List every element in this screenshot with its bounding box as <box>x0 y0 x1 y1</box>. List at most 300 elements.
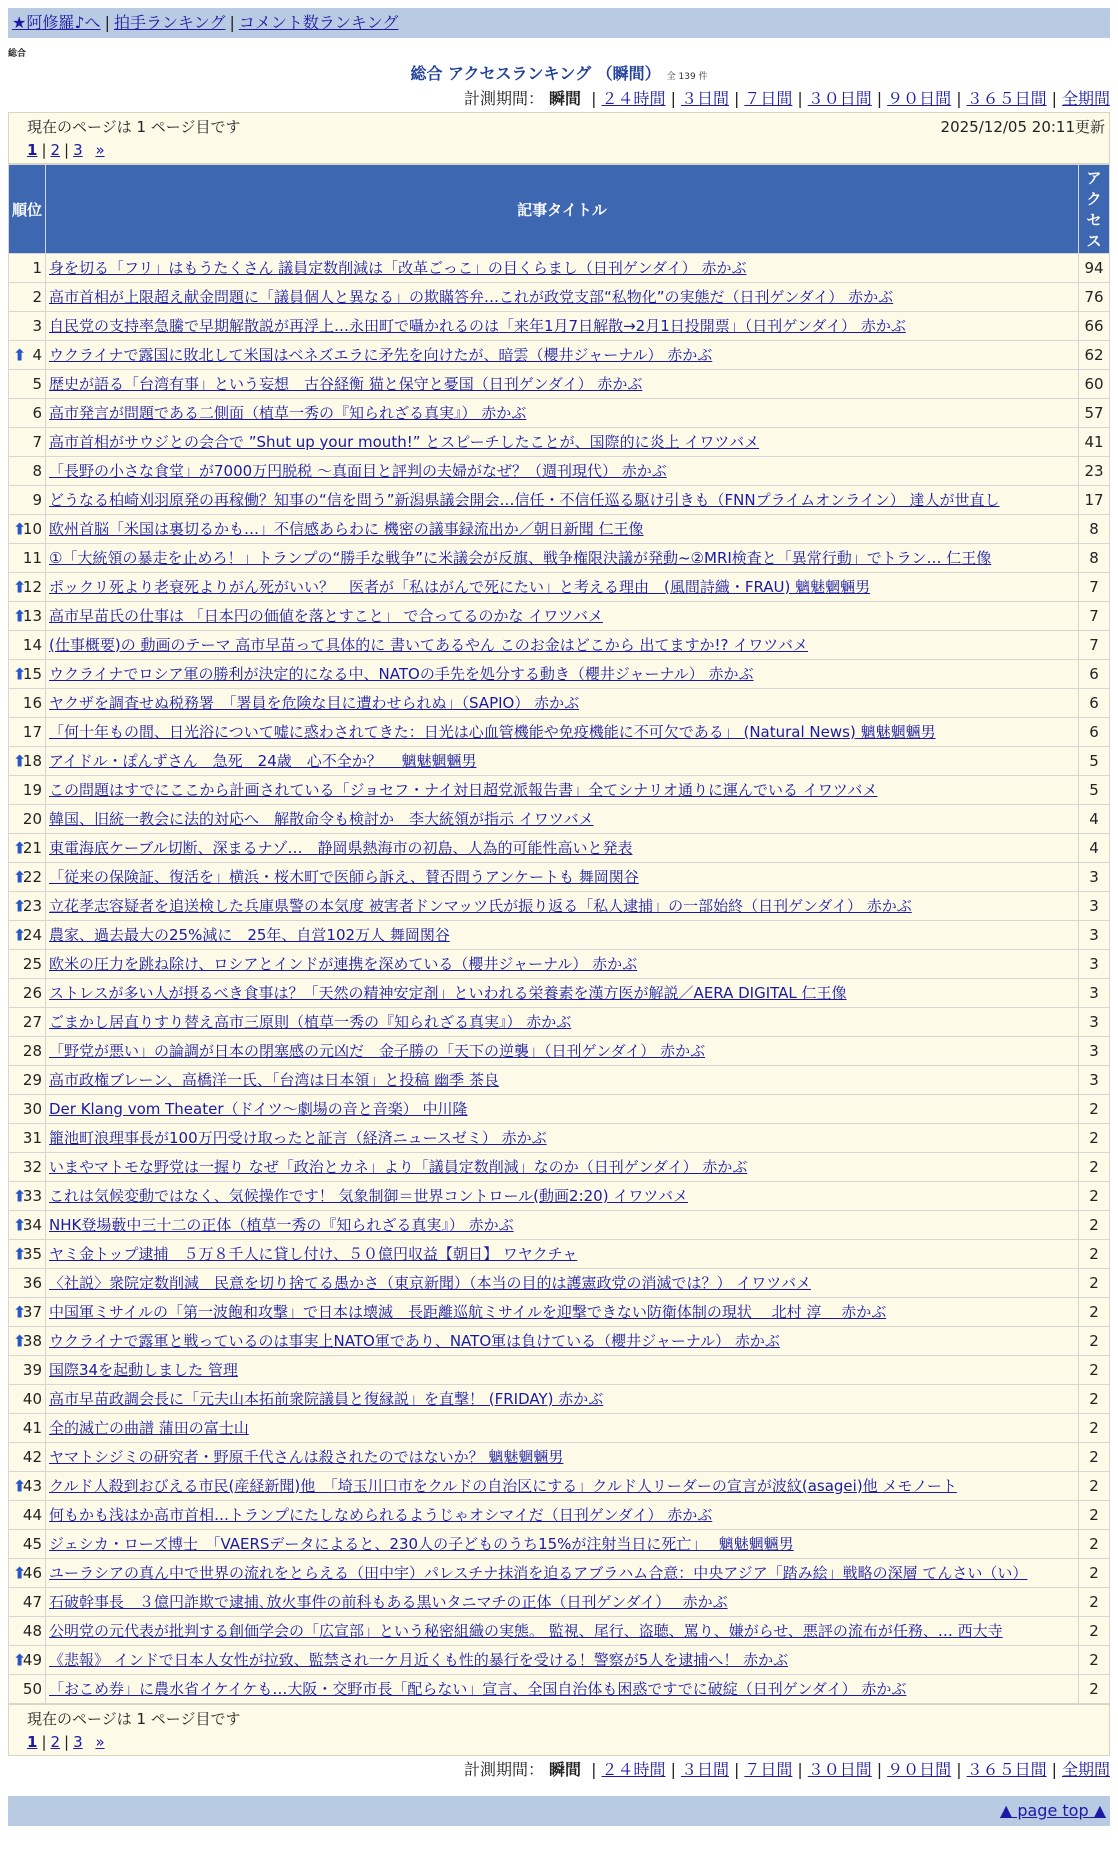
page-link-2[interactable]: 2 <box>50 141 61 159</box>
access-count: 41 <box>1079 428 1109 456</box>
access-count: 7 <box>1079 573 1109 601</box>
rank-number: 43 <box>22 1476 42 1495</box>
rank-cell <box>9 283 45 311</box>
rank-cell <box>9 979 45 1007</box>
title-cell <box>46 834 1078 862</box>
rank-number: 16 <box>22 693 42 712</box>
rank-cell <box>9 1066 45 1094</box>
rank-number: 41 <box>22 1418 42 1437</box>
ranking-title: 総合 アクセスランキング （瞬間） <box>410 64 661 83</box>
article-title-link[interactable]: この問題はすでにここから計画されている「ジョセフ・ナイ対日超党派報告書」全てシナリオ通りに運んでいる イワツバメ <box>49 780 878 799</box>
next-page-link[interactable]: » <box>95 141 105 159</box>
rank-cell <box>9 921 45 949</box>
next-page-link[interactable]: » <box>95 1733 105 1751</box>
period-option[interactable]: ３６５日間 <box>966 89 1047 108</box>
article-title-link[interactable]: 東電海底ケーブル切断、深まるナゾ… 静岡県熱海市の初島、人為的可能性高いと発表 <box>49 838 633 857</box>
period-option[interactable]: 全期間 <box>1061 89 1110 108</box>
title-cell <box>46 341 1078 369</box>
current-page-text: 現在のページは 1 ページ目です <box>27 1710 241 1728</box>
current-page-text: 現在のページは 1 ページ目です <box>27 118 241 136</box>
title-cell <box>46 979 1078 1007</box>
rank-cell <box>9 486 45 514</box>
article-title-link[interactable]: 韓国、旧統一教会に法的対応へ 解散命令も検討か 李大統領が指示 イワツバメ <box>49 809 594 828</box>
period-label: 計測期間： <box>463 1760 544 1779</box>
rank-number: 9 <box>32 490 42 509</box>
article-title-link[interactable]: これは気候変動ではなく、気候操作です！ 気象制御＝世界コントロール(動画2:20) イワツバメ <box>49 1186 689 1205</box>
period-option[interactable]: ２４時間 <box>601 89 666 108</box>
article-title-link[interactable]: 何もかも浅はか高市首相…トランプにたしなめられるようじゃオシマイだ（日刊ゲンダイ） 赤かぶ <box>49 1505 713 1524</box>
rank-number: 37 <box>22 1302 42 1321</box>
article-title-link[interactable]: 農家、過去最大の25%減に 25年、自営102万人 舞岡関谷 <box>49 925 450 944</box>
rank-number: 2 <box>32 287 42 306</box>
rank-number: 34 <box>22 1215 42 1234</box>
table-row <box>9 1356 1109 1384</box>
article-title-link[interactable]: 〈社説〉衆院定数削減 民意を切り捨てる愚かさ（東京新聞）（本当の目的は護憲政党の消滅では？） イワツバメ <box>49 1273 811 1292</box>
rank-number: 50 <box>22 1679 42 1698</box>
rank-cell <box>9 1124 45 1152</box>
rank-cell <box>9 718 45 746</box>
title-header: 記事タイトル <box>46 165 1078 253</box>
table-row <box>9 1675 1109 1703</box>
article-title-link[interactable]: 《悲報》 インドで日本人女性が拉致、監禁され一ケ月近くも性的暴行を受ける！警察が5人を逮捕へ！ 赤かぶ <box>49 1650 789 1669</box>
rank-number: 3 <box>32 316 42 335</box>
period-separator: | <box>591 1760 597 1779</box>
up-arrow-icon: ⬆ <box>13 751 27 771</box>
rank-number: 12 <box>22 577 42 596</box>
access-count: 60 <box>1079 370 1109 398</box>
title-cell <box>46 950 1078 978</box>
title-cell <box>46 1501 1078 1529</box>
period-separator: | <box>956 1760 962 1779</box>
title-cell <box>46 1124 1078 1152</box>
period-separator: | <box>797 89 803 108</box>
rank-number: 33 <box>22 1186 42 1205</box>
article-title-link[interactable]: ジェシカ・ローズ博士 「VAERSデータによると、230人の子どものうち15%が注射当日に死亡」 魑魅魍魎男 <box>49 1534 794 1553</box>
access-count: 2 <box>1079 1588 1109 1616</box>
title-cell <box>46 1298 1078 1326</box>
title-cell <box>46 602 1078 630</box>
access-count: 17 <box>1079 486 1109 514</box>
title-cell <box>46 370 1078 398</box>
table-row <box>9 921 1109 949</box>
access-count: 2 <box>1079 1501 1109 1529</box>
table-row <box>9 1646 1109 1674</box>
access-count: 5 <box>1079 776 1109 804</box>
access-count: 3 <box>1079 950 1109 978</box>
article-title-link[interactable]: 「従来の保険証、復活を」横浜・桜木町で医師ら訴え、賛否問うアンケートも 舞岡関谷 <box>49 867 639 886</box>
clap-ranking-link[interactable]: 拍手ランキング <box>113 13 226 32</box>
access-count: 94 <box>1079 254 1109 282</box>
rank-cell <box>9 660 45 688</box>
period-current: 瞬間 <box>549 1760 582 1779</box>
table-row <box>9 1414 1109 1442</box>
title-cell <box>46 689 1078 717</box>
rank-cell <box>9 863 45 891</box>
rank-number: 23 <box>22 896 42 915</box>
article-title-link[interactable]: (仕事概要)の 動画のテーマ 高市早苗って具体的に 書いてあるやん このお金はどこから 出てますか!? イワツバメ <box>49 635 808 654</box>
title-cell <box>46 399 1078 427</box>
period-option[interactable]: 全期間 <box>1061 1760 1110 1779</box>
up-arrow-icon: ⬆ <box>13 1476 27 1496</box>
table-row <box>9 892 1109 920</box>
rank-number: 26 <box>22 983 42 1002</box>
article-title-link[interactable]: 「長野の小さな食堂」が7000万円脱税 ～真面目と評判の夫婦がなぜ？（週刊現代） 赤かぶ <box>49 461 667 480</box>
access-count: 57 <box>1079 399 1109 427</box>
article-title-link[interactable]: ウクライナで露国に敗北して米国はベネズエラに矛先を向けたが、暗雲（櫻井ジャーナル） 赤かぶ <box>49 345 713 364</box>
article-title-link[interactable]: 歴史が語る「台湾有事」という妄想 古谷経衡 猫と保守と憂国（日刊ゲンダイ） 赤かぶ <box>49 374 643 393</box>
article-title-link[interactable]: クルド人殺到おびえる市民(産経新聞)他 「埼玉川口市をクルドの自治区にする」クルド人リーダーの宣言が波紋(asagei)他 メモノート <box>49 1476 957 1495</box>
title-cell <box>46 776 1078 804</box>
table-row <box>9 341 1109 369</box>
table-row <box>9 1182 1109 1210</box>
table-row <box>9 428 1109 456</box>
rank-number: 27 <box>22 1012 42 1031</box>
period-selector-top <box>8 86 1110 112</box>
access-count: 2 <box>1079 1269 1109 1297</box>
rank-number: 32 <box>22 1157 42 1176</box>
article-title-link[interactable]: ヤミ金トップ逮捕 ５万８千人に貸し付け、５０億円収益【朝日】 ワヤクチャ <box>49 1244 578 1263</box>
rank-cell <box>9 950 45 978</box>
up-arrow-icon: ⬆ <box>13 1186 27 1206</box>
article-title-link[interactable]: 中国軍ミサイルの「第一波飽和攻撃」で日本は壊滅 長距離巡航ミサイルを迎撃できない防衛体制の現状 北村 淳 赤かぶ <box>49 1302 887 1321</box>
access-count: 2 <box>1079 1414 1109 1442</box>
access-count: 8 <box>1079 544 1109 572</box>
page-top-link[interactable]: ▲ page top ▲ <box>999 1801 1106 1820</box>
rank-cell <box>9 544 45 572</box>
ranking-table <box>8 164 1110 1704</box>
article-title-link[interactable]: どうなる柏崎刈羽原発の再稼働？知事の“信を問う”新潟県議会開会…信任・不信任巡る駆け引きも（FNNプライムオンライン） 達人が世直し <box>49 490 1000 509</box>
table-row <box>9 254 1109 282</box>
table-row <box>9 1588 1109 1616</box>
title-cell <box>46 863 1078 891</box>
access-count: 3 <box>1079 1037 1109 1065</box>
article-title-link[interactable]: NHK登場藪中三十二の正体（植草一秀の『知られざる真実』） 赤かぶ <box>49 1215 514 1234</box>
table-row <box>9 776 1109 804</box>
up-arrow-icon: ⬆ <box>13 519 27 539</box>
page-link-3[interactable]: 3 <box>73 141 83 159</box>
access-count: 3 <box>1079 863 1109 891</box>
article-title-link[interactable]: 高市早苗氏の仕事は 「日本円の価値を落とすこと」 で合ってるのかな イワツバメ <box>49 606 604 625</box>
table-row <box>9 718 1109 746</box>
up-arrow-icon: ⬆ <box>13 896 27 916</box>
rank-cell <box>9 370 45 398</box>
period-option[interactable]: ３日間 <box>680 1760 729 1779</box>
article-title-link[interactable]: 籠池町浪理事長が100万円受け取ったと証言（経済ニュースゼミ） 赤かぶ <box>49 1128 547 1147</box>
title-cell <box>46 1182 1078 1210</box>
access-count: 2 <box>1079 1385 1109 1413</box>
article-title-link[interactable]: ウクライナでロシア軍の勝利が決定的になる中、NATOの手先を処分する動き（櫻井ジャーナル） 赤かぶ <box>49 664 754 683</box>
article-title-link[interactable]: Der Klang vom Theater（ドイツ～劇場の音と音楽） 中川隆 <box>49 1099 468 1118</box>
period-separator: | <box>733 1760 740 1779</box>
table-row <box>9 573 1109 601</box>
page-link-1[interactable]: 1 <box>27 1733 38 1751</box>
rank-number: 5 <box>32 374 42 393</box>
period-option[interactable]: ７日間 <box>744 1760 793 1779</box>
updated-timestamp: 2025/12/05 20:11更新 <box>940 118 1105 136</box>
table-row <box>9 1153 1109 1181</box>
article-title-link[interactable]: 高市早苗政調会長に「元夫山本拓前衆院議員と復縁説」を直撃！ (FRIDAY) 赤かぶ <box>49 1389 604 1408</box>
rank-number: 22 <box>22 867 42 886</box>
rank-cell <box>9 747 45 775</box>
rank-cell <box>9 1472 45 1500</box>
article-title-link[interactable]: 高市発言が問題である二側面（植草一秀の『知られざる真実』） 赤かぶ <box>49 403 527 422</box>
article-title-link[interactable]: ポックリ死より老衰死よりがん死がいい？ 医者が「私はがんで死にたい」と考える理由 (風間詩織・FRAU) 魑魅魍魎男 <box>49 577 871 596</box>
article-title-link[interactable]: ごまかし居直りすり替え高市三原則（植草一秀の『知られざる真実』） 赤かぶ <box>49 1012 572 1031</box>
article-title-link[interactable]: 立花孝志容疑者を追送検した兵庫県警の本気度 被害者ドンマッツ氏が振り返る「私人逮捕」の一部始終（日刊ゲンダイ） 赤かぶ <box>49 896 912 915</box>
period-option[interactable]: ３０日間 <box>807 89 872 108</box>
table-row <box>9 1008 1109 1036</box>
table-row <box>9 1472 1109 1500</box>
rank-number: 21 <box>22 838 42 857</box>
access-count: 2 <box>1079 1124 1109 1152</box>
rank-cell <box>9 1559 45 1587</box>
up-arrow-icon: ⬆ <box>13 925 27 945</box>
period-option[interactable]: ９０日間 <box>887 1760 952 1779</box>
period-option[interactable]: ３０日間 <box>807 1760 872 1779</box>
rank-cell <box>9 892 45 920</box>
table-row <box>9 689 1109 717</box>
article-title-link[interactable]: 高市政権ブレーン、高橋洋一氏、「台湾は日本領」と投稿 幽季 茶良 <box>49 1070 499 1089</box>
period-option[interactable]: ２４時間 <box>601 1760 666 1779</box>
article-title-link[interactable]: 公明党の元代表が批判する創価学会の「広宣部」という秘密組織の実態。 監視、尾行、盗聴、罵り、嫌がらせ、悪評の流布が任務、… 西大寺 <box>49 1621 1003 1640</box>
rank-number: 1 <box>32 258 42 277</box>
period-separator: | <box>733 89 740 108</box>
title-cell <box>46 631 1078 659</box>
rank-number: 39 <box>22 1360 42 1379</box>
up-arrow-icon: ⬆ <box>13 1302 27 1322</box>
table-row <box>9 1269 1109 1297</box>
title-cell <box>46 1472 1078 1500</box>
up-arrow-icon: ⬆ <box>13 1331 27 1351</box>
access-count: 2 <box>1079 1356 1109 1384</box>
up-arrow-icon: ⬆ <box>13 664 27 684</box>
period-option[interactable]: ９０日間 <box>887 89 952 108</box>
home-link[interactable]: ★阿修羅♪へ <box>12 13 101 32</box>
article-title-link[interactable]: 石破幹事長 ３億円詐欺で逮捕､放火事件の前科もある黒いタニマチの正体（日刊ゲンダイ） 赤かぶ <box>49 1592 728 1611</box>
rank-number: 30 <box>22 1099 42 1118</box>
rank-cell <box>9 1443 45 1471</box>
article-title-link[interactable]: 国際34を起動しました 管理 <box>49 1360 238 1379</box>
rank-cell <box>9 1327 45 1355</box>
title-cell <box>46 1066 1078 1094</box>
access-count: 62 <box>1079 341 1109 369</box>
title-cell <box>46 1675 1078 1703</box>
rank-number: 29 <box>22 1070 42 1089</box>
access-count: 2 <box>1079 1472 1109 1500</box>
access-count: 2 <box>1079 1617 1109 1645</box>
article-title-link[interactable]: 欧米の圧力を跳ね除け、ロシアとインドが連携を深めている（櫻井ジャーナル） 赤かぶ <box>49 954 638 973</box>
period-separator: | <box>876 1760 883 1779</box>
page-link-2[interactable]: 2 <box>50 1733 61 1751</box>
access-count: 3 <box>1079 1008 1109 1036</box>
article-title-link[interactable]: ユーラシアの真ん中で世界の流れをとらえる（田中宇）パレスチナ抹消を迫るアブラハム合意：中央アジア「踏み絵」戦略の深層 てんさい（い） <box>49 1563 1028 1582</box>
pagination-box-bottom <box>8 1704 1110 1756</box>
article-title-link[interactable]: ヤマトシジミの研究者・野原千代さんは殺されたのではないか？ 魑魅魍魎男 <box>49 1447 564 1466</box>
table-row <box>9 1501 1109 1529</box>
title-cell <box>46 1414 1078 1442</box>
table-row <box>9 950 1109 978</box>
access-count: 2 <box>1079 1211 1109 1239</box>
page-link-1[interactable]: 1 <box>27 141 38 159</box>
rank-cell <box>9 515 45 543</box>
rank-cell <box>9 1414 45 1442</box>
rank-cell <box>9 1240 45 1268</box>
up-arrow-icon: ⬆ <box>13 867 27 887</box>
article-title-link[interactable]: 「おこめ券」に農水省イケイケも…大阪・交野市長「配らない」宣言、全国自治体も困惑ですでに破綻（日刊ゲンダイ） 赤かぶ <box>49 1679 907 1698</box>
title-cell <box>46 660 1078 688</box>
table-row <box>9 1617 1109 1645</box>
period-separator: | <box>670 89 676 108</box>
rank-number: 17 <box>22 722 42 741</box>
access-count: 2 <box>1079 1559 1109 1587</box>
rank-number: 11 <box>22 548 42 567</box>
rank-number: 49 <box>22 1650 42 1669</box>
table-row <box>9 544 1109 572</box>
article-title-link[interactable]: 「何十年もの間、日光浴について嘘に惑わされてきた：日光は心血管機能や免疫機能に不可欠である」 (Natural News) 魑魅魍魎男 <box>49 722 936 741</box>
rank-number: 6 <box>32 403 42 422</box>
access-count: 2 <box>1079 1153 1109 1181</box>
table-row <box>9 1443 1109 1471</box>
table-row <box>9 312 1109 340</box>
article-title-link[interactable]: ①「大統領の暴走を止めろ！」トランプの“勝手な戦争”に米議会が反旗、戦争権限決議が発動~②MRI検査と「異常行動」でトラン… 仁王像 <box>49 548 992 567</box>
pagination: 1 | 2 | 3 » <box>27 1733 105 1751</box>
article-title-link[interactable]: ヤクザを調査せぬ税務署 「署員を危険な目に遭わせられぬ」（SAPIO） 赤かぶ <box>49 693 580 712</box>
article-title-link[interactable]: 高市首相が上限超え献金問題に「議員個人と異なる」の欺瞞答弁…これが政党支部“私物化”の実態だ（日刊ゲンダイ） 赤かぶ <box>49 287 894 306</box>
title-cell <box>46 921 1078 949</box>
rank-cell <box>9 1530 45 1558</box>
period-current: 瞬間 <box>549 89 582 108</box>
page <box>8 8 1110 1826</box>
period-separator: | <box>956 89 962 108</box>
table-row <box>9 1037 1109 1065</box>
access-count: 7 <box>1079 602 1109 630</box>
access-count: 66 <box>1079 312 1109 340</box>
rank-number: 42 <box>22 1447 42 1466</box>
comment-ranking-link[interactable]: コメント数ランキング <box>238 13 399 32</box>
article-title-link[interactable]: ウクライナで露軍と戦っているのは事実上NATO軍であり、NATO軍は負けている（櫻井ジャーナル） 赤かぶ <box>49 1331 780 1350</box>
article-title-link[interactable]: 欧州首脳「米国は裏切るかも…」不信感あらわに 機密の議事録流出か／朝日新聞 仁王像 <box>49 519 644 538</box>
article-title-link[interactable]: いまやマトモな野党は一握り なぜ「政治とカネ」より「議員定数削減」なのか（日刊ゲンダイ） 赤かぶ <box>49 1157 748 1176</box>
up-arrow-icon: ⬆ <box>13 838 27 858</box>
title-cell <box>46 805 1078 833</box>
title-cell <box>46 1530 1078 1558</box>
rank-number: 25 <box>22 954 42 973</box>
table-row <box>9 399 1109 427</box>
access-count: 3 <box>1079 979 1109 1007</box>
rank-cell <box>9 428 45 456</box>
rank-number: 40 <box>22 1389 42 1408</box>
access-count: 4 <box>1079 834 1109 862</box>
rank-number: 45 <box>22 1534 42 1553</box>
title-cell <box>46 515 1078 543</box>
title-cell <box>46 283 1078 311</box>
title-cell <box>46 1037 1078 1065</box>
period-option[interactable]: ３６５日間 <box>966 1760 1047 1779</box>
table-row <box>9 486 1109 514</box>
table-row <box>9 1530 1109 1558</box>
rank-cell <box>9 689 45 717</box>
section-label: 総合 <box>8 49 27 59</box>
rank-cell <box>9 1182 45 1210</box>
nav-separator: | <box>104 13 110 32</box>
article-title-link[interactable]: 自民党の支持率急騰で早期解散説が再浮上…永田町で囁かれるのは「来年1月7日解散→2月1日投開票」（日刊ゲンダイ） 赤かぶ <box>49 316 906 335</box>
top-nav-bar <box>8 8 1110 38</box>
title-cell <box>46 486 1078 514</box>
rank-cell <box>9 776 45 804</box>
access-count: 2 <box>1079 1327 1109 1355</box>
rank-number: 47 <box>22 1592 42 1611</box>
up-arrow-icon: ⬆ <box>13 577 27 597</box>
period-option[interactable]: ７日間 <box>744 89 793 108</box>
rank-number: 8 <box>32 461 42 480</box>
title-cell <box>46 718 1078 746</box>
article-title-link[interactable]: 高市首相がサウジとの会合で ”Shut up your mouth!” とスピーチしたことが、国際的に炎上 イワツバメ <box>49 432 760 451</box>
up-arrow-icon: ⬆ <box>13 1650 27 1670</box>
article-title-link[interactable]: 「野党が悪い」の論調が日本の閉塞感の元凶だ 金子勝の「天下の逆襲」（日刊ゲンダイ） 赤かぶ <box>49 1041 706 1060</box>
period-option[interactable]: ３日間 <box>680 89 729 108</box>
table-row <box>9 1066 1109 1094</box>
access-count: 2 <box>1079 1240 1109 1268</box>
rank-cell <box>9 1385 45 1413</box>
article-title-link[interactable]: 身を切る「フリ」はもうたくさん 議員定数削減は「改革ごっこ」の目くらまし（日刊ゲンダイ） 赤かぶ <box>49 258 747 277</box>
title-cell <box>46 312 1078 340</box>
rank-number: 4 <box>32 345 42 364</box>
period-separator: | <box>591 89 597 108</box>
rank-cell <box>9 1617 45 1645</box>
rank-number: 48 <box>22 1621 42 1640</box>
access-count: 23 <box>1079 457 1109 485</box>
access-count: 8 <box>1079 515 1109 543</box>
access-header: アクセス <box>1079 165 1109 253</box>
table-row <box>9 1327 1109 1355</box>
title-cell <box>46 1240 1078 1268</box>
table-row <box>9 515 1109 543</box>
rank-number: 7 <box>32 432 42 451</box>
title-cell <box>46 1588 1078 1616</box>
rank-cell <box>9 1269 45 1297</box>
table-row <box>9 1298 1109 1326</box>
access-count: 6 <box>1079 718 1109 746</box>
rank-number: 44 <box>22 1505 42 1524</box>
rank-cell <box>9 1588 45 1616</box>
title-cell <box>46 428 1078 456</box>
period-separator: | <box>1051 1760 1057 1779</box>
access-count: 3 <box>1079 892 1109 920</box>
title-cell <box>46 1646 1078 1674</box>
rank-cell <box>9 1008 45 1036</box>
rank-cell <box>9 254 45 282</box>
article-title-link[interactable]: 全的滅亡の曲譜 蒲田の富士山 <box>49 1418 249 1437</box>
ranking-title-line <box>8 62 1110 86</box>
article-title-link[interactable]: ストレスが多い人が摂るべき食事は？「天然の精神安定剤」といわれる栄養素を漢方医が解説／AERA DIGITAL 仁王像 <box>49 983 847 1002</box>
table-row <box>9 457 1109 485</box>
page-link-3[interactable]: 3 <box>73 1733 83 1751</box>
access-count: 4 <box>1079 805 1109 833</box>
rank-cell <box>9 1356 45 1384</box>
title-cell <box>46 892 1078 920</box>
ranking-count: 全 139 件 <box>666 72 708 82</box>
pagination-box-top <box>8 112 1110 164</box>
table-row <box>9 805 1109 833</box>
rank-cell <box>9 1095 45 1123</box>
access-count: 76 <box>1079 283 1109 311</box>
title-cell <box>46 1211 1078 1239</box>
table-row <box>9 631 1109 659</box>
period-separator: | <box>876 89 883 108</box>
title-cell <box>46 254 1078 282</box>
access-count: 2 <box>1079 1182 1109 1210</box>
article-title-link[interactable]: アイドル・ぽんずさん 急死 24歳 心不全か？ 魑魅魍魎男 <box>49 751 477 770</box>
